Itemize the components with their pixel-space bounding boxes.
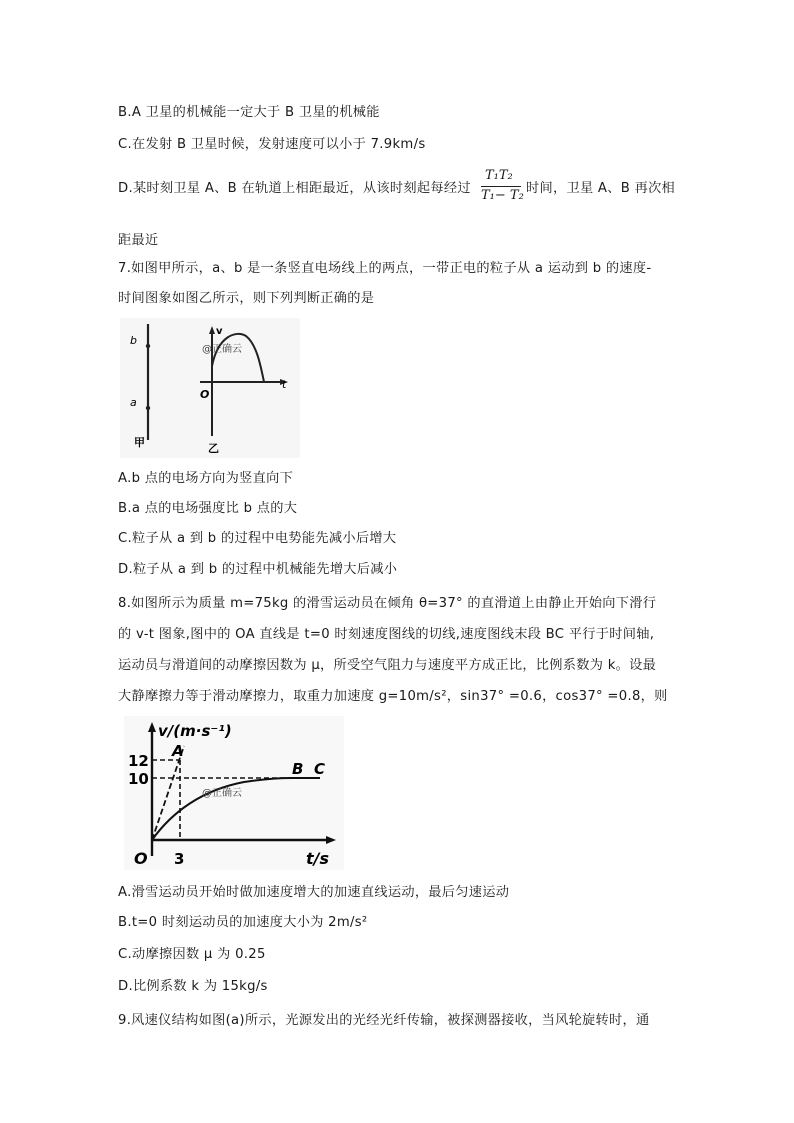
q6-option-d-continued: 距最近 [118, 233, 159, 248]
label-b: b [130, 334, 137, 347]
label-v: v [216, 326, 223, 337]
label-yi: 乙 [208, 442, 219, 455]
formula-denominator: T₁− T₂ [481, 188, 524, 203]
q8-option-b: B.t=0 时刻运动员的加速度大小为 2m/s² [118, 915, 368, 930]
point-C-label: C [314, 760, 326, 778]
point-a-dot [146, 406, 150, 410]
q7-stem-line1: 7.如图甲所示，a、b 是一条竖直电场线上的两点，一带正电的粒子从 a 运动到 b 的速度- [118, 261, 652, 276]
q9-stem-line1: 9.风速仪结构如图(a)所示，光源发出的光经光纤传输，被探测器接收，当风轮旋转时，通 [118, 1013, 650, 1028]
tick-12: 12 [128, 752, 149, 770]
formula-numerator: T₁T₂ [485, 168, 513, 183]
period-formula [481, 168, 525, 210]
q7-option-c: C.粒子从 a 到 b 的过程中电势能先减小后增大 [118, 531, 397, 546]
q8-stem-line4: 大静摩擦力等于滑动摩擦力，取重力加速度 g=10m/s²，sin37° =0.6，cos37° =0.8，则 [118, 689, 668, 704]
label-t: t [282, 378, 287, 391]
label-jia: 甲 [134, 436, 145, 449]
point-b-dot [146, 344, 150, 348]
q6-option-d-prefix: D.某时刻卫星 A、B 在轨道上相距最近，从该时刻起每经过 [118, 181, 471, 196]
q7-option-a: A.b 点的电场方向为竖直向下 [118, 471, 294, 486]
q8-vt-graph [124, 716, 344, 870]
q8-option-d: D.比例系数 k 为 15kg/s [118, 979, 268, 994]
tick-10: 10 [128, 770, 149, 788]
q7-figure [120, 318, 300, 458]
q6-option-b: B.A 卫星的机械能一定大于 B 卫星的机械能 [118, 105, 380, 120]
q8-stem-line3: 运动员与滑道间的动摩擦因数为 μ，所受空气阻力与速度平方成正比，比例系数为 k。设最 [118, 658, 657, 673]
q7-stem-line2: 时间图象如图乙所示，则下列判断正确的是 [118, 291, 375, 306]
tick-3: 3 [174, 850, 185, 868]
y-axis-label: v/(m·s⁻¹) [158, 722, 232, 740]
x-axis-label: t/s [306, 849, 330, 868]
origin-label: O [134, 849, 148, 868]
watermark: @正确云 [202, 788, 242, 799]
q8-stem-line2: 的 v-t 图象,图中的 OA 直线是 t=0 时刻速度图线的切线,速度图线末段 BC 平行于时间轴, [118, 627, 655, 642]
label-a: a [130, 396, 137, 409]
fraction-bar [481, 186, 521, 187]
label-origin: O [200, 388, 210, 401]
watermark: @正确云 [202, 344, 242, 355]
q8-stem-line1: 8.如图所示为质量 m=75kg 的滑雪运动员在倾角 θ=37° 的直滑道上由静止开始向下滑行 [118, 596, 657, 611]
q6-option-c: C.在发射 B 卫星时候，发射速度可以小于 7.9km/s [118, 137, 426, 152]
q6-option-d-suffix: 时间，卫星 A、B 再次相 [526, 181, 676, 196]
q7-option-b: B.a 点的电场强度比 b 点的大 [118, 501, 298, 516]
point-B-label: B [292, 760, 304, 778]
point-A-label: A [172, 742, 184, 760]
q8-option-a: A.滑雪运动员开始时做加速度增大的加速直线运动，最后匀速运动 [118, 885, 510, 900]
q8-option-c: C.动摩擦因数 μ 为 0.25 [118, 947, 266, 962]
q7-option-d: D.粒子从 a 到 b 的过程中机械能先增大后减小 [118, 562, 398, 577]
